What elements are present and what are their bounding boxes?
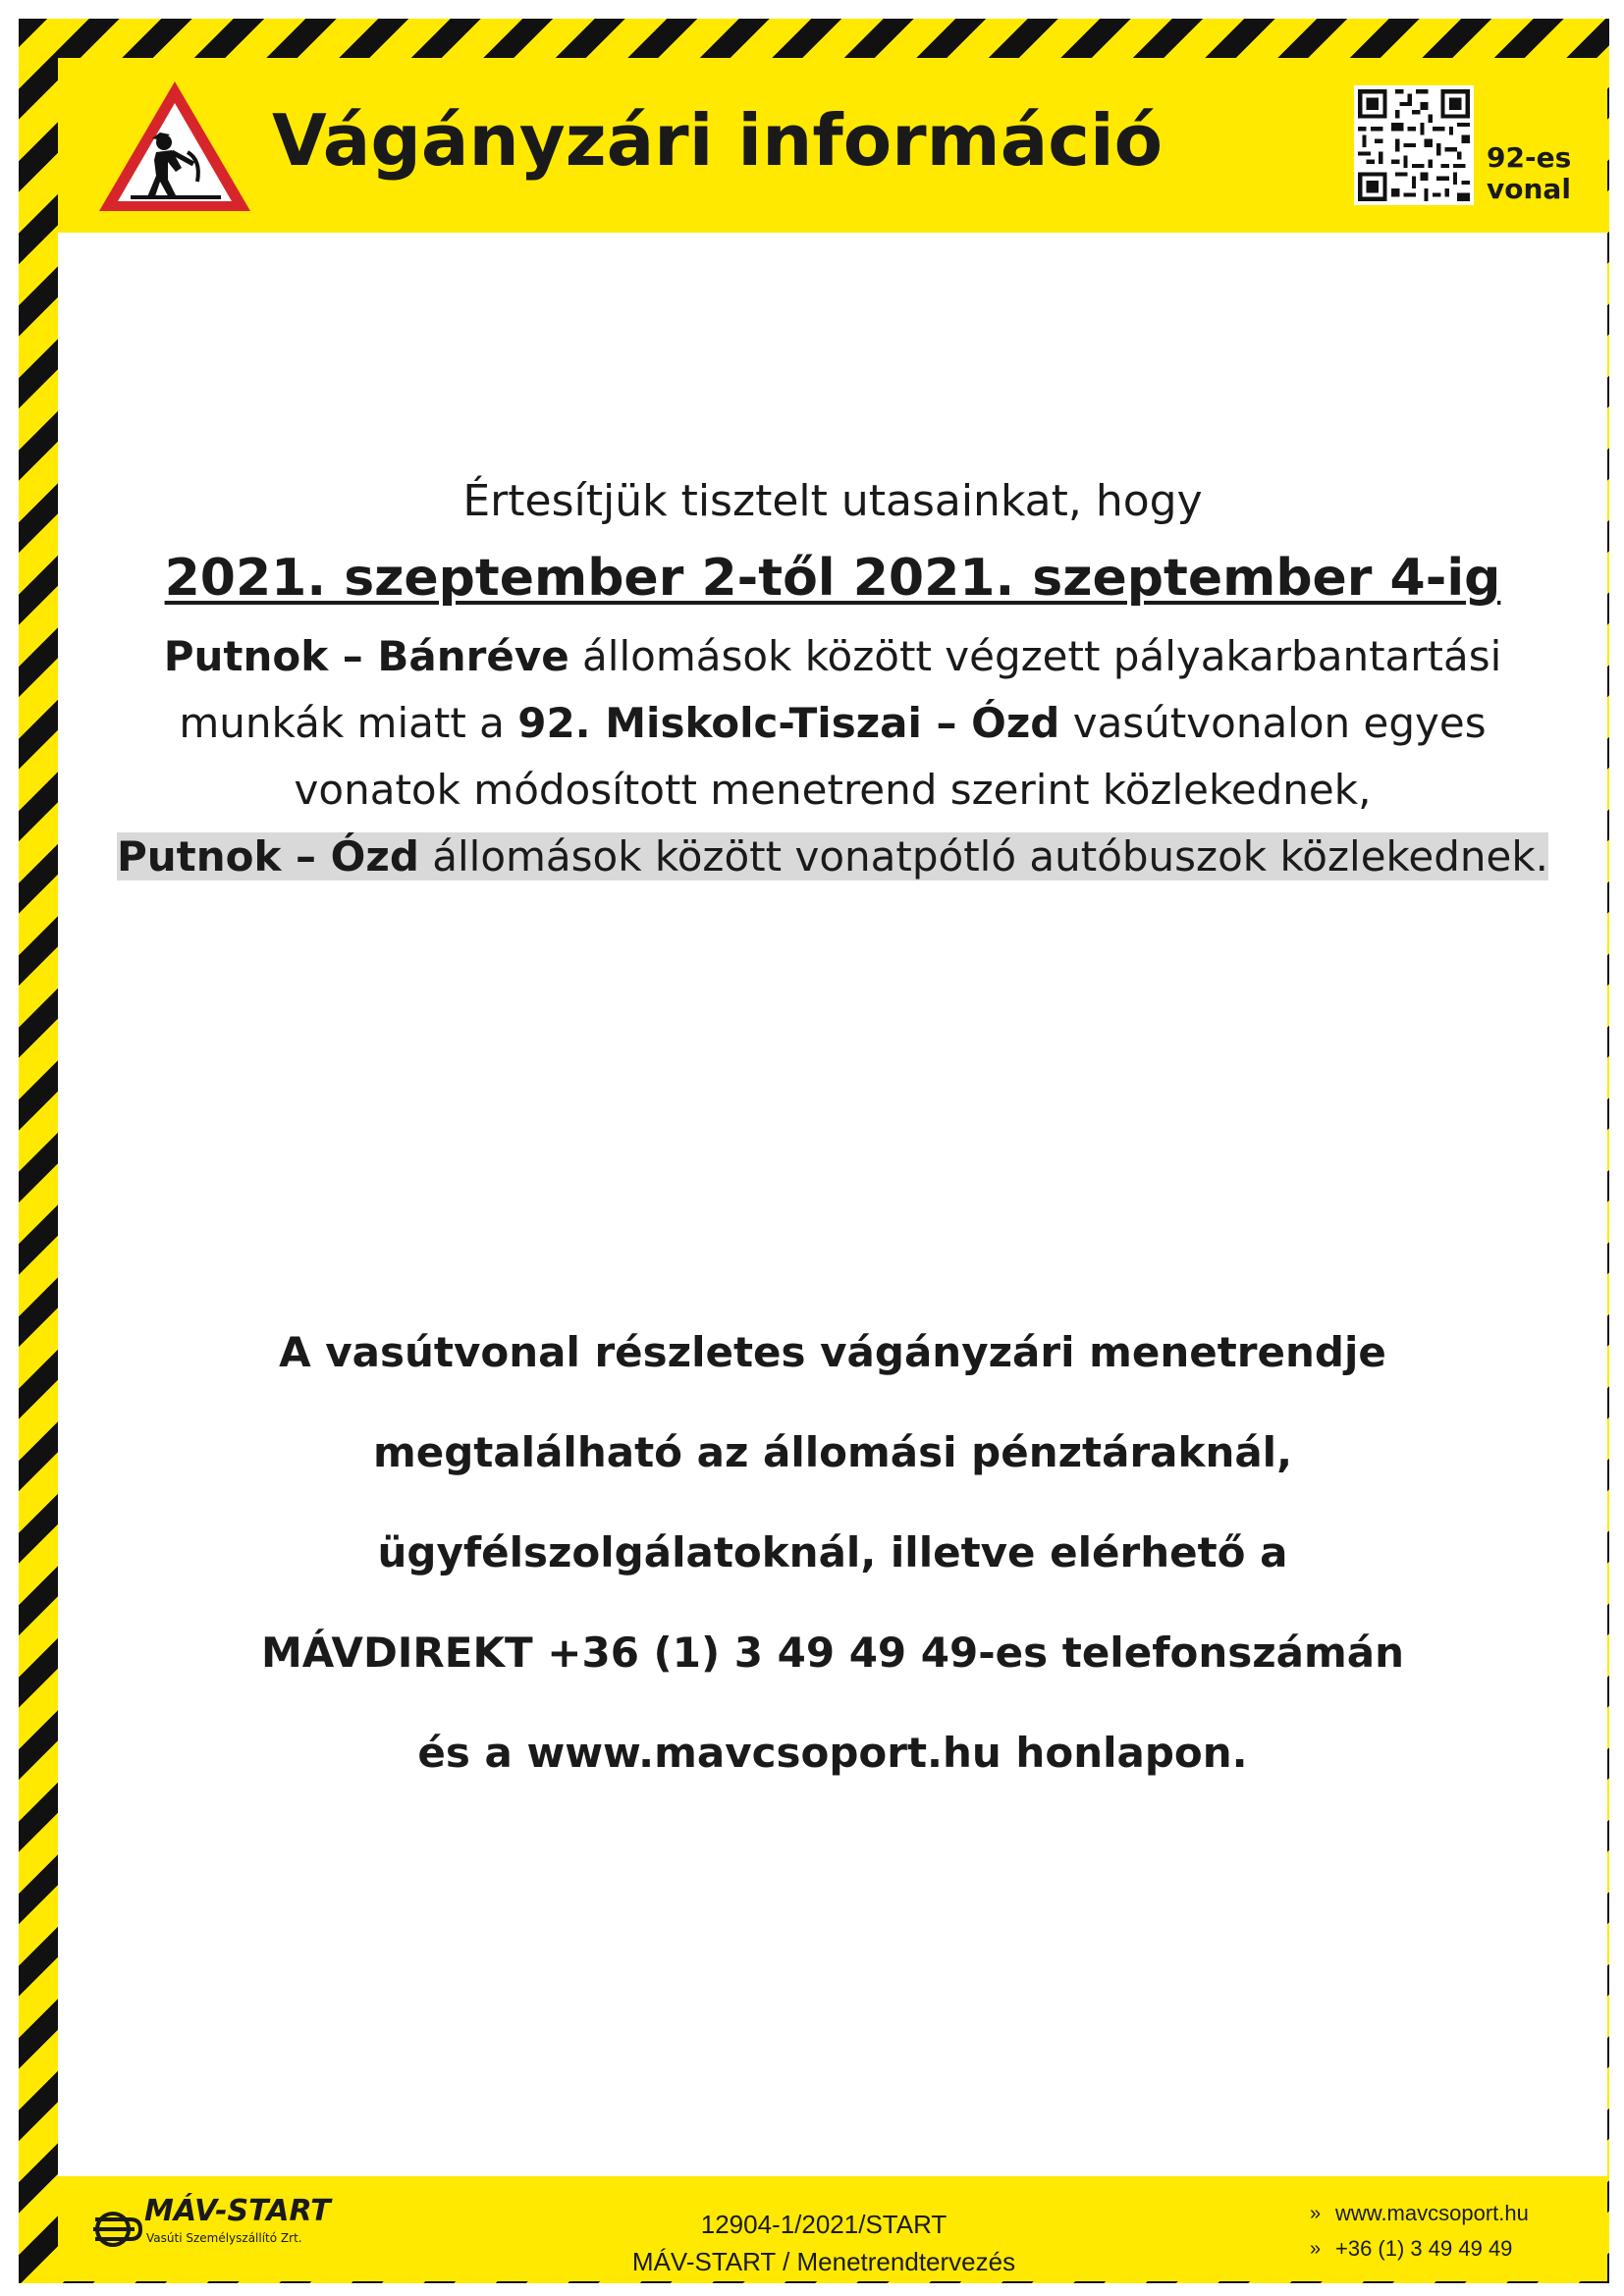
website-link[interactable]: www.mavcsoport.hu [1335,2201,1529,2225]
hazard-stripe-border [19,19,1609,2283]
info-line: megtalálható az állomási pénztáraknál, [372,1428,1293,1476]
header-bar [58,58,1607,233]
phone-row[interactable] [1310,2231,1595,2267]
notice-body [97,623,1568,890]
track-worker-warning-icon [91,74,258,221]
section-putnok-banreve: Putnok – Bánréve [163,632,569,680]
section-putnok-ozd: Putnok – Ózd [116,832,419,881]
department: MÁV-START / Menetrendtervezés [631,2247,1016,2276]
date-range: 2021. szeptember 2-től 2021. szeptember 4-ig [164,549,1501,608]
line-label-word: vonal [1487,173,1571,205]
footer-contacts [1310,2196,1595,2267]
qr-code-icon[interactable] [1354,85,1474,205]
body-text-2: vasútvonalon egyes vonatok módosított menetrend szerint közlekednek, [294,699,1487,814]
footer-document-info [568,2206,1079,2280]
body-text-3: állomások között vonatpótló autóbuszok közlekednek. [418,832,1549,881]
logo-subtitle: Vasúti Személyszállító Zrt. [146,2231,302,2245]
line-label-number: 92-es [1487,141,1572,174]
timetable-info [58,1303,1607,1803]
page-title: Vágányzári információ [272,99,1164,182]
footer-bar [58,2176,1607,2281]
poster-body [58,58,1607,2281]
info-line: és a www.mavcsoport.hu honlapon. [417,1729,1248,1777]
chevron-right-icon: » [1310,2238,1322,2260]
body-text-1: állomások között végzett pályakarbantartási munkák miatt a [179,632,1502,747]
info-line: A vasútvonal részletes vágányzári menetrendje [279,1328,1386,1376]
line-name: 92. Miskolc-Tiszai – Ózd [517,699,1060,747]
logo-text: MÁV-START [144,2194,331,2228]
document-number: 12904-1/2021/START [700,2210,947,2239]
bus-replacement-highlight [117,832,1548,881]
info-line: ügyfélszolgálatoknál, illetve elérhető a [377,1528,1288,1576]
website-row[interactable] [1310,2196,1595,2231]
line-number-label [1487,142,1595,205]
notice-dates [58,549,1607,608]
phone-number[interactable]: +36 (1) 3 49 49 49 [1335,2236,1513,2261]
chevron-right-icon: » [1310,2203,1322,2224]
notice-intro: Értesítjük tisztelt utasainkat, hogy [462,476,1203,526]
info-line: MÁVDIREKT +36 (1) 3 49 49 49-es telefonszámán [260,1629,1405,1677]
